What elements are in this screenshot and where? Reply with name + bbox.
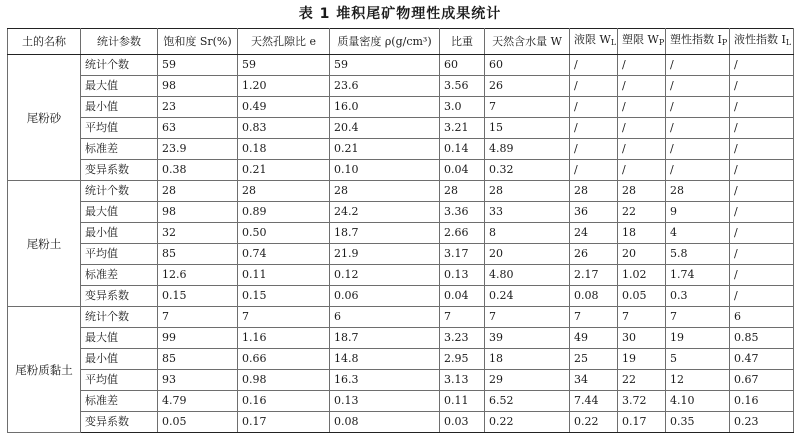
soil-name-cell: 尾粉土 — [8, 181, 81, 307]
liquidity-index-cell: / — [730, 139, 794, 160]
water-content-cell: 39 — [485, 328, 570, 349]
specific-gravity-cell: 0.03 — [440, 412, 485, 433]
specific-gravity-cell: 3.13 — [440, 370, 485, 391]
liquidity-index-cell: / — [730, 265, 794, 286]
specific-gravity-cell: 3.23 — [440, 328, 485, 349]
table-row — [8, 97, 794, 118]
table-row — [8, 412, 794, 433]
soil-name-cell: 尾粉砂 — [8, 55, 81, 181]
saturation-cell: 28 — [158, 181, 238, 202]
plasticity-index-cell: / — [666, 118, 730, 139]
table-row — [8, 265, 794, 286]
specific-gravity-cell: 2.66 — [440, 223, 485, 244]
saturation-cell: 0.15 — [158, 286, 238, 307]
plastic-limit-cell: / — [618, 160, 666, 181]
plastic-limit-cell: 19 — [618, 349, 666, 370]
table-row — [8, 118, 794, 139]
table-row — [8, 139, 794, 160]
void-ratio-cell: 0.98 — [238, 370, 330, 391]
liquid-limit-cell: 26 — [570, 244, 618, 265]
specific-gravity-cell: 60 — [440, 55, 485, 76]
header-plasticity-index — [666, 29, 730, 55]
plasticity-index-cell: 0.35 — [666, 412, 730, 433]
header-liquidity-index-label: 液性指数 I — [734, 33, 786, 46]
liquidity-index-cell: 0.85 — [730, 328, 794, 349]
liquidity-index-cell: 6 — [730, 307, 794, 328]
plasticity-index-cell: 7 — [666, 307, 730, 328]
plasticity-index-cell: 5.8 — [666, 244, 730, 265]
saturation-cell: 23.9 — [158, 139, 238, 160]
header-plastic-limit-label: 塑限 W — [622, 33, 659, 46]
table-row — [8, 307, 794, 328]
water-content-cell: 20 — [485, 244, 570, 265]
liquidity-index-cell: / — [730, 244, 794, 265]
stat-param-cell: 最大值 — [81, 76, 158, 97]
density-cell: 23.6 — [330, 76, 440, 97]
water-content-cell: 6.52 — [485, 391, 570, 412]
liquidity-index-cell: 0.23 — [730, 412, 794, 433]
water-content-cell: 0.32 — [485, 160, 570, 181]
stat-param-cell: 变异系数 — [81, 160, 158, 181]
liquid-limit-cell: 24 — [570, 223, 618, 244]
stat-param-cell: 标准差 — [81, 265, 158, 286]
liquid-limit-cell: 2.17 — [570, 265, 618, 286]
header-density: 质量密度 ρ(g/cm³) — [330, 29, 440, 55]
stat-param-cell: 统计个数 — [81, 181, 158, 202]
stat-param-cell: 最小值 — [81, 223, 158, 244]
void-ratio-cell: 0.16 — [238, 391, 330, 412]
header-stat-param: 统计参数 — [81, 29, 158, 55]
specific-gravity-cell: 3.21 — [440, 118, 485, 139]
header-plasticity-index-label: 塑性指数 I — [670, 33, 722, 46]
stat-param-cell: 统计个数 — [81, 307, 158, 328]
specific-gravity-cell: 0.04 — [440, 160, 485, 181]
density-cell: 20.4 — [330, 118, 440, 139]
void-ratio-cell: 0.11 — [238, 265, 330, 286]
plastic-limit-cell: 28 — [618, 181, 666, 202]
liquid-limit-cell: / — [570, 160, 618, 181]
plastic-limit-cell: 22 — [618, 370, 666, 391]
water-content-cell: 7 — [485, 97, 570, 118]
specific-gravity-cell: 0.11 — [440, 391, 485, 412]
plasticity-index-cell: 5 — [666, 349, 730, 370]
saturation-cell: 98 — [158, 202, 238, 223]
plasticity-index-cell: 28 — [666, 181, 730, 202]
water-content-cell: 29 — [485, 370, 570, 391]
liquid-limit-cell: 36 — [570, 202, 618, 223]
plasticity-index-cell: / — [666, 55, 730, 76]
stat-param-cell: 平均值 — [81, 244, 158, 265]
stat-param-cell: 最小值 — [81, 349, 158, 370]
header-liquid-limit — [570, 29, 618, 55]
plasticity-index-cell: / — [666, 76, 730, 97]
table-title: 表 1 堆积尾矿物理性成果统计 — [298, 6, 502, 22]
liquid-limit-cell: 25 — [570, 349, 618, 370]
specific-gravity-cell: 2.95 — [440, 349, 485, 370]
void-ratio-cell: 0.21 — [238, 160, 330, 181]
table-row — [8, 286, 794, 307]
void-ratio-cell: 0.66 — [238, 349, 330, 370]
liquid-limit-cell: 28 — [570, 181, 618, 202]
plastic-limit-cell: / — [618, 97, 666, 118]
liquid-limit-cell: 0.22 — [570, 412, 618, 433]
plasticity-index-cell: 9 — [666, 202, 730, 223]
density-cell: 0.06 — [330, 286, 440, 307]
table-row — [8, 202, 794, 223]
plastic-limit-cell: / — [618, 139, 666, 160]
liquid-limit-cell: / — [570, 97, 618, 118]
liquid-limit-cell: / — [570, 139, 618, 160]
water-content-cell: 15 — [485, 118, 570, 139]
stat-param-cell: 最大值 — [81, 328, 158, 349]
specific-gravity-cell: 0.14 — [440, 139, 485, 160]
specific-gravity-cell: 3.0 — [440, 97, 485, 118]
density-cell: 0.21 — [330, 139, 440, 160]
header-specific-gravity: 比重 — [440, 29, 485, 55]
specific-gravity-cell: 7 — [440, 307, 485, 328]
plastic-limit-cell: 0.17 — [618, 412, 666, 433]
table-row — [8, 349, 794, 370]
plasticity-index-cell: 4.10 — [666, 391, 730, 412]
plastic-limit-cell: 3.72 — [618, 391, 666, 412]
plasticity-index-cell: 4 — [666, 223, 730, 244]
saturation-cell: 32 — [158, 223, 238, 244]
header-liquid-limit-sub: L — [610, 38, 617, 47]
saturation-cell: 99 — [158, 328, 238, 349]
table-row — [8, 223, 794, 244]
plasticity-index-cell: / — [666, 97, 730, 118]
specific-gravity-cell: 3.56 — [440, 76, 485, 97]
liquid-limit-cell: 0.08 — [570, 286, 618, 307]
liquidity-index-cell: 0.47 — [730, 349, 794, 370]
liquidity-index-cell: / — [730, 223, 794, 244]
density-cell: 0.12 — [330, 265, 440, 286]
density-cell: 24.2 — [330, 202, 440, 223]
void-ratio-cell: 0.49 — [238, 97, 330, 118]
plastic-limit-cell: 20 — [618, 244, 666, 265]
density-cell: 0.08 — [330, 412, 440, 433]
specific-gravity-cell: 3.17 — [440, 244, 485, 265]
plastic-limit-cell: / — [618, 76, 666, 97]
density-cell: 0.13 — [330, 391, 440, 412]
void-ratio-cell: 0.89 — [238, 202, 330, 223]
saturation-cell: 59 — [158, 55, 238, 76]
stat-param-cell: 标准差 — [81, 391, 158, 412]
liquidity-index-cell: / — [730, 181, 794, 202]
water-content-cell: 60 — [485, 55, 570, 76]
void-ratio-cell: 59 — [238, 55, 330, 76]
saturation-cell: 0.38 — [158, 160, 238, 181]
void-ratio-cell: 0.74 — [238, 244, 330, 265]
liquid-limit-cell: 49 — [570, 328, 618, 349]
plastic-limit-cell: 22 — [618, 202, 666, 223]
table-row — [8, 328, 794, 349]
plastic-limit-cell: 7 — [618, 307, 666, 328]
specific-gravity-cell: 28 — [440, 181, 485, 202]
header-liquidity-index-sub: L — [785, 38, 792, 47]
liquid-limit-cell: 7 — [570, 307, 618, 328]
table-row — [8, 391, 794, 412]
header-soil-name: 土的名称 — [8, 29, 81, 55]
void-ratio-cell: 0.15 — [238, 286, 330, 307]
soil-name-cell: 尾粉质黏土 — [8, 307, 81, 433]
header-liquidity-index — [730, 29, 794, 55]
header-liquid-limit-label: 液限 W — [574, 33, 611, 46]
void-ratio-cell: 7 — [238, 307, 330, 328]
liquidity-index-cell: / — [730, 118, 794, 139]
stat-param-cell: 变异系数 — [81, 286, 158, 307]
stat-param-cell: 最大值 — [81, 202, 158, 223]
saturation-cell: 85 — [158, 349, 238, 370]
stat-param-cell: 最小值 — [81, 97, 158, 118]
water-content-cell: 0.24 — [485, 286, 570, 307]
density-cell: 6 — [330, 307, 440, 328]
plastic-limit-cell: 1.02 — [618, 265, 666, 286]
water-content-cell: 18 — [485, 349, 570, 370]
stat-param-cell: 变异系数 — [81, 412, 158, 433]
saturation-cell: 93 — [158, 370, 238, 391]
header-void-ratio: 天然孔隙比 e — [238, 29, 330, 55]
table-header — [8, 29, 794, 55]
plastic-limit-cell: 18 — [618, 223, 666, 244]
table-row — [8, 55, 794, 76]
liquid-limit-cell: / — [570, 118, 618, 139]
density-cell: 59 — [330, 55, 440, 76]
table-body — [8, 55, 794, 433]
table-row — [8, 181, 794, 202]
water-content-cell: 28 — [485, 181, 570, 202]
saturation-cell: 23 — [158, 97, 238, 118]
stat-param-cell: 平均值 — [81, 118, 158, 139]
density-cell: 18.7 — [330, 328, 440, 349]
void-ratio-cell: 0.17 — [238, 412, 330, 433]
plastic-limit-cell: 0.05 — [618, 286, 666, 307]
void-ratio-cell: 0.50 — [238, 223, 330, 244]
water-content-cell: 8 — [485, 223, 570, 244]
header-plastic-limit — [618, 29, 666, 55]
plastic-limit-cell: / — [618, 55, 666, 76]
plasticity-index-cell: 1.74 — [666, 265, 730, 286]
water-content-cell: 4.89 — [485, 139, 570, 160]
plastic-limit-cell: / — [618, 118, 666, 139]
liquidity-index-cell: / — [730, 97, 794, 118]
water-content-cell: 4.80 — [485, 265, 570, 286]
header-plasticity-index-sub: P — [721, 38, 728, 47]
liquid-limit-cell: / — [570, 55, 618, 76]
specific-gravity-cell: 0.04 — [440, 286, 485, 307]
water-content-cell: 7 — [485, 307, 570, 328]
liquid-limit-cell: 7.44 — [570, 391, 618, 412]
header-row — [8, 29, 794, 55]
header-plastic-limit-sub: P — [658, 38, 665, 47]
liquidity-index-cell: / — [730, 202, 794, 223]
liquidity-index-cell: / — [730, 76, 794, 97]
saturation-cell: 63 — [158, 118, 238, 139]
plasticity-index-cell: / — [666, 160, 730, 181]
density-cell: 28 — [330, 181, 440, 202]
water-content-cell: 33 — [485, 202, 570, 223]
saturation-cell: 12.6 — [158, 265, 238, 286]
liquidity-index-cell: / — [730, 55, 794, 76]
saturation-cell: 4.79 — [158, 391, 238, 412]
water-content-cell: 26 — [485, 76, 570, 97]
saturation-cell: 85 — [158, 244, 238, 265]
void-ratio-cell: 1.20 — [238, 76, 330, 97]
liquidity-index-cell: 0.67 — [730, 370, 794, 391]
density-cell: 0.10 — [330, 160, 440, 181]
plasticity-index-cell: / — [666, 139, 730, 160]
liquidity-index-cell: / — [730, 286, 794, 307]
density-cell: 16.3 — [330, 370, 440, 391]
plastic-limit-cell: 30 — [618, 328, 666, 349]
void-ratio-cell: 0.83 — [238, 118, 330, 139]
density-cell: 18.7 — [330, 223, 440, 244]
saturation-cell: 0.05 — [158, 412, 238, 433]
plasticity-index-cell: 19 — [666, 328, 730, 349]
saturation-cell: 98 — [158, 76, 238, 97]
specific-gravity-cell: 0.13 — [440, 265, 485, 286]
liquidity-index-cell: / — [730, 160, 794, 181]
header-water-content: 天然含水量 W — [485, 29, 570, 55]
saturation-cell: 7 — [158, 307, 238, 328]
density-cell: 14.8 — [330, 349, 440, 370]
table-row — [8, 370, 794, 391]
void-ratio-cell: 28 — [238, 181, 330, 202]
statistics-table — [7, 28, 794, 433]
table-row — [8, 76, 794, 97]
table-row — [8, 160, 794, 181]
density-cell: 16.0 — [330, 97, 440, 118]
plasticity-index-cell: 0.3 — [666, 286, 730, 307]
stat-param-cell: 标准差 — [81, 139, 158, 160]
stat-param-cell: 统计个数 — [81, 55, 158, 76]
void-ratio-cell: 1.16 — [238, 328, 330, 349]
stat-param-cell: 平均值 — [81, 370, 158, 391]
table-row — [8, 244, 794, 265]
liquid-limit-cell: 34 — [570, 370, 618, 391]
plasticity-index-cell: 12 — [666, 370, 730, 391]
liquid-limit-cell: / — [570, 76, 618, 97]
header-saturation: 饱和度 Sr(%) — [158, 29, 238, 55]
void-ratio-cell: 0.18 — [238, 139, 330, 160]
liquidity-index-cell: 0.16 — [730, 391, 794, 412]
specific-gravity-cell: 3.36 — [440, 202, 485, 223]
density-cell: 21.9 — [330, 244, 440, 265]
water-content-cell: 0.22 — [485, 412, 570, 433]
